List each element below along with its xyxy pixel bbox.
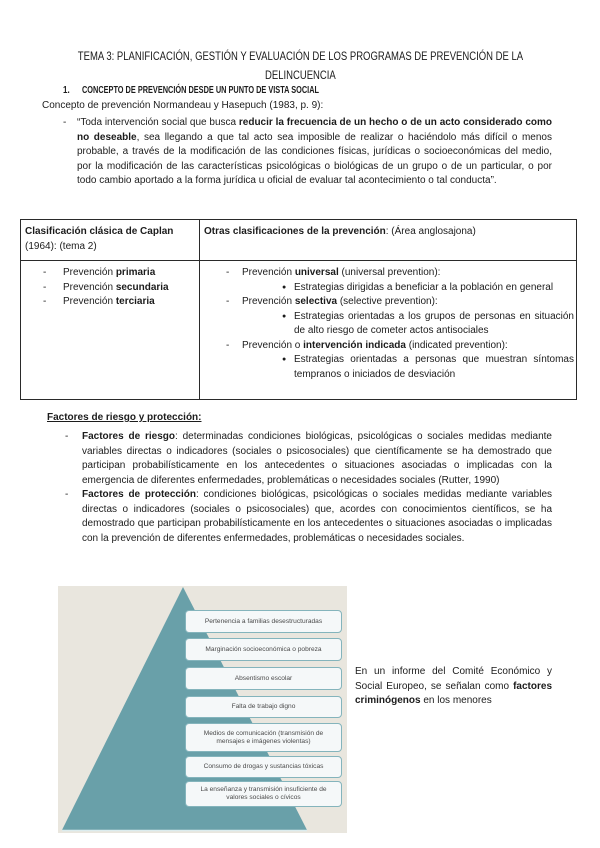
caption-part-2: en los menores [420, 695, 492, 706]
dash-marker: - [63, 117, 67, 128]
header-bold: Otras clasificaciones de la prevención [204, 226, 386, 237]
pyramid-box: La enseñanza y transmisión insuficiente de valores sociales o cívicos [185, 781, 342, 807]
sub-list-item [200, 281, 574, 296]
item-text: : determinadas condiciones biológicas, psicológicas o sociales medidas mediante variables directas o indicadores (sociales o psicosociales) que científicamente se ha demostrado que participan probabilísticamente en los antecedentes o situaciones asociadas o implicadas con la emergencia de diferentes enfermedades, problemáticas o necesidades sociales (Rutter, 1990) [82, 431, 552, 486]
list-item [200, 266, 574, 281]
list-item [200, 295, 574, 310]
quote-part-2: , sea llegando a que tal acto sea imposible de realizar o haciéndolo más difícil o menos probable, a través de la modificación de las condiciones físicas, jurídicas o socioeconómicas del medio, por la modificación de las características psicológicas o biológicas de un grupo o de un particular, o por todo cambio aportado a la forma jurídica u oficial de evaluar tal acontecimiento o tal conducta”. [77, 131, 552, 186]
dash-marker: - [226, 339, 230, 351]
dash-marker: - [65, 431, 69, 442]
header-rest: : (Área anglosajona) [385, 226, 476, 237]
item-suffix: (indicated prevention): [405, 339, 508, 351]
table-cell-other [200, 266, 574, 382]
item-prefix: Prevención [63, 267, 116, 278]
pyramid-box: Pertenencia a familias desestructuradas [185, 610, 342, 633]
intro-text: Concepto de prevención Normandeau y Hasepuch (1983, p. 9): [42, 100, 324, 111]
header-rest: (1964): (tema 2) [25, 240, 97, 252]
section-number: 1. [63, 85, 70, 96]
list-item [21, 295, 199, 310]
row-divider [21, 260, 576, 261]
item-prefix: Prevención [63, 296, 116, 307]
list-item-protection-factors [65, 488, 552, 546]
sub-item-text: Estrategias orientadas a los grupos de personas en situación de alto riesgo de cometer actos antisociales [294, 310, 574, 336]
bullet-icon: ● [282, 283, 287, 291]
quote-bold: reducir la frecuencia de un hecho o de un acto considerado como no deseable [77, 117, 552, 143]
list-item [200, 339, 574, 354]
dash-marker: - [226, 267, 230, 278]
section-heading [63, 84, 404, 98]
sub-list-item [200, 310, 574, 339]
sub-list-item [200, 353, 574, 382]
item-bold: secundaria [115, 281, 169, 293]
caption-part-1: En un informe del Comité Económico y Social Europeo, se señalan como [355, 666, 552, 692]
item-bold: universal [294, 267, 339, 278]
quote-item [63, 116, 552, 189]
list-item-risk-factors [65, 430, 552, 488]
item-bold: selectiva [294, 296, 338, 307]
item-prefix: Prevención [63, 281, 116, 293]
definition-quote [63, 116, 552, 189]
dash-marker: - [226, 296, 230, 307]
table-header-other [204, 225, 572, 240]
list-item [21, 281, 199, 296]
item-suffix: (selective prevention): [337, 296, 438, 307]
title-line-2: DELINCUENCIA [264, 68, 336, 82]
pyramid-box: Absentismo escolar [185, 667, 342, 690]
pyramid-box: Marginación socioeconómica o pobreza [185, 638, 342, 661]
item-bold: Factores de protección [82, 489, 196, 500]
dash-marker: - [43, 281, 47, 293]
item-bold: intervención indicada [303, 339, 406, 351]
table-header-caplan [25, 225, 195, 254]
caption-bold: factores criminógenos [355, 680, 552, 706]
classification-table [20, 219, 577, 400]
page-title [0, 47, 600, 65]
pyramid-box: Consumo de drogas y sustancias tóxicas [185, 756, 342, 778]
bullet-icon: ● [282, 356, 287, 363]
item-suffix: (universal prevention): [338, 267, 441, 278]
item-prefix: Prevención [242, 267, 295, 278]
item-bold: Factores de riesgo [82, 431, 175, 442]
figure-caption [355, 665, 552, 709]
header-bold: Clasificación clásica de Caplan [25, 226, 174, 237]
item-bold: terciaria [115, 296, 155, 307]
page-title-continued [0, 66, 600, 84]
item-bold: primaria [115, 267, 156, 278]
sub-item-text: Estrategias dirigidas a beneficiar a la población en general [294, 281, 554, 293]
factors-heading: Factores de riesgo y protección: [47, 412, 202, 423]
item-prefix: Prevención [242, 296, 295, 307]
criminogenic-factors-pyramid [58, 586, 347, 833]
title-line-1: TEMA 3: PLANIFICACIÓN, GESTIÓN Y EVALUACIÓN DE LOS PROGRAMAS DE PREVENCIÓN DE LA [77, 49, 523, 63]
section-heading-text: CONCEPTO DE PREVENCIÓN DESDE UN PUNTO DE VISTA SOCIAL [82, 85, 320, 96]
bullet-icon: ● [282, 312, 287, 320]
list-item [21, 266, 199, 281]
pyramid-box: Medios de comunicación (transmisión de mensajes e imágenes violentas) [185, 723, 342, 752]
table-cell-caplan [21, 266, 199, 310]
dash-marker: - [43, 296, 47, 307]
pyramid-box: Falta de trabajo digno [185, 696, 342, 718]
dash-marker: - [43, 267, 47, 278]
dash-marker: - [65, 489, 69, 500]
sub-item-text: Estrategias orientadas a personas que muestran síntomas tempranos o iniciados de desviación [294, 354, 574, 380]
quote-part-1: “Toda intervención social que busca [77, 117, 239, 128]
factors-list [65, 430, 552, 546]
item-prefix: Prevención o [242, 339, 304, 351]
item-text: : condiciones biológicas, psicológicas o sociales medidas mediante variables directas o indicadores (sociales o psicosociales) que, acordes con conocimientos científicos, se ha demostrado que participan probabilísticamente en los antecedentes o situaciones asociadas o implicadas con la prevención de diferentes enfermedades, problemáticas o necesidades sociales. [82, 489, 553, 544]
